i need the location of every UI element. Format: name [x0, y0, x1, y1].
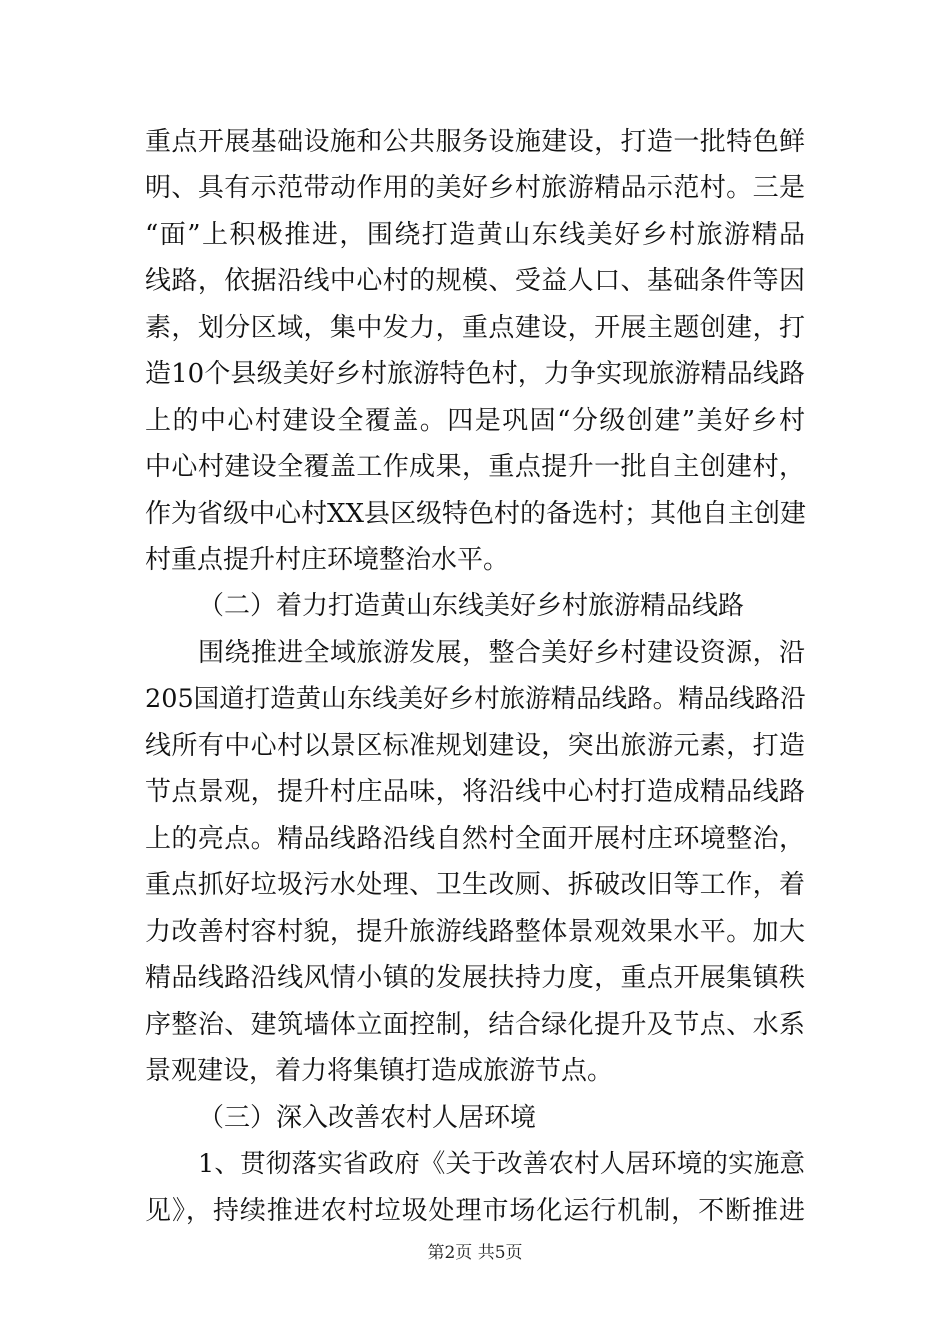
paragraph-line: 力改善村容村貌，提升旅游线路整体景观效果水平。加大: [145, 917, 805, 947]
paragraph-line: 中心村建设全覆盖工作成果，重点提升一批自主创建村，: [145, 452, 805, 482]
paragraph-line: 上的中心村建设全覆盖。四是巩固“分级创建”美好乡村: [145, 406, 805, 436]
page-footer: 第2页 共5页: [427, 1243, 523, 1263]
paragraph-line: 线路，依据沿线中心村的规模、受益人口、基础条件等因: [145, 266, 805, 296]
paragraph-line: 景观建设，着力将集镇打造成旅游节点。: [145, 1056, 614, 1086]
paragraph-line: 围绕推进全域旅游发展，整合美好乡村建设资源，沿: [198, 638, 805, 668]
paragraph-line: 作为省级中心村XX县区级特色村的备选村；其他自主创建: [145, 499, 807, 529]
paragraph-line: 205国道打造黄山东线美好乡村旅游精品线路。精品线路沿: [145, 684, 806, 714]
section-heading-3: （三）深入改善农村人居环境: [198, 1103, 537, 1133]
paragraph-line: 节点景观，提升村庄品味，将沿线中心村打造成精品线路: [145, 777, 805, 807]
section-heading-2: （二）着力打造黄山东线美好乡村旅游精品线路: [198, 591, 745, 621]
paragraph-line: 重点抓好垃圾污水处理、卫生改厕、拆破改旧等工作，着: [145, 870, 805, 900]
paragraph-line: “面”上积极推进，围绕打造黄山东线美好乡村旅游精品: [145, 220, 805, 250]
paragraph-line: 1、贯彻落实省政府《关于改善农村人居环境的实施意: [198, 1149, 805, 1179]
paragraph-line: 精品线路沿线风情小镇的发展扶持力度，重点开展集镇秩: [145, 963, 805, 993]
paragraph-line: 线所有中心村以景区标准规划建设，突出旅游元素，打造: [145, 731, 805, 761]
paragraph-line: 上的亮点。精品线路沿线自然村全面开展村庄环境整治，: [145, 824, 805, 854]
paragraph-line: 村重点提升村庄环境整治水平。: [145, 545, 510, 575]
paragraph-line: 重点开展基础设施和公共服务设施建设，打造一批特色鲜: [145, 127, 805, 157]
paragraph-line: 造10个县级美好乡村旅游特色村，力争实现旅游精品线路: [145, 359, 805, 389]
paragraph-line: 序整治、建筑墙体立面控制，结合绿化提升及节点、水系: [145, 1010, 805, 1040]
paragraph-line: 见》，持续推进农村垃圾处理市场化运行机制，不断推进: [145, 1196, 805, 1226]
paragraph-line: 明、具有示范带动作用的美好乡村旅游精品示范村。三是: [145, 173, 805, 203]
paragraph-line: 素，划分区域，集中发力，重点建设，开展主题创建，打: [145, 313, 805, 343]
